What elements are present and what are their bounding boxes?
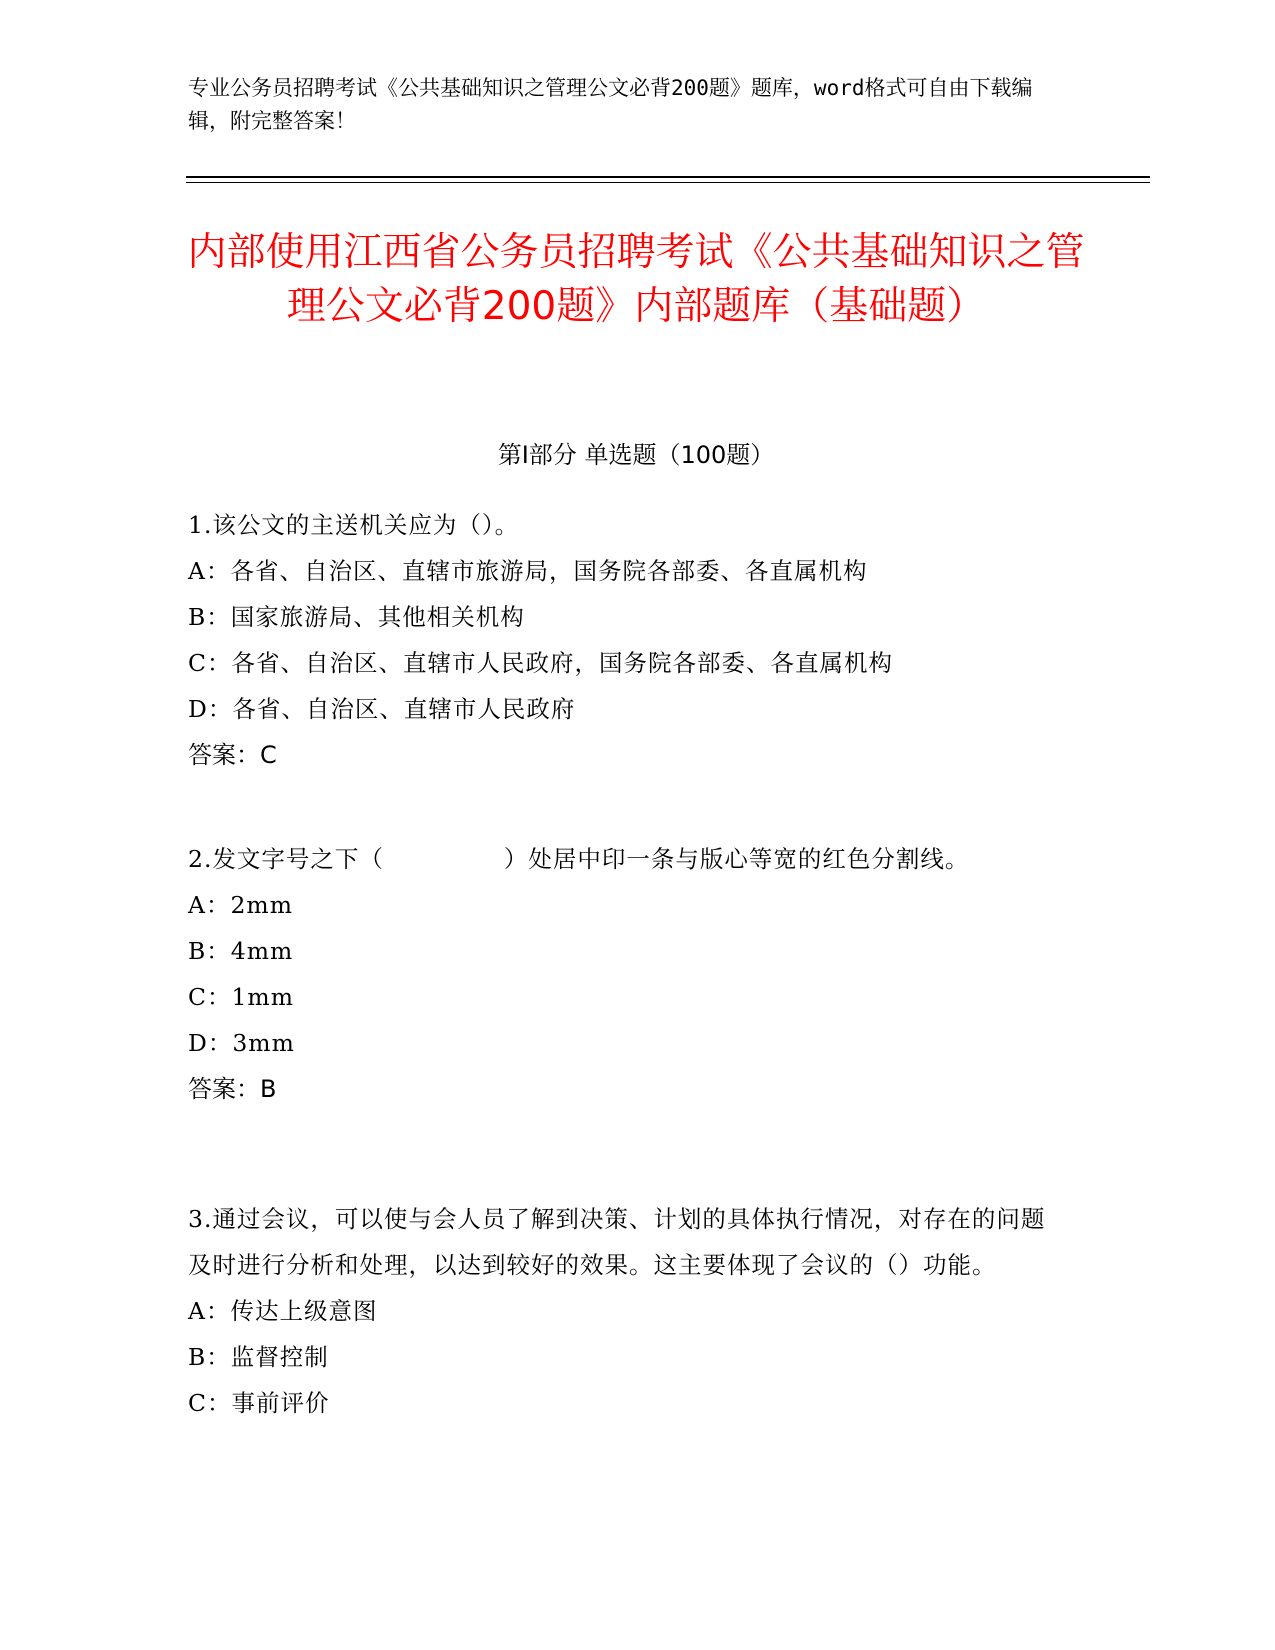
header-rule-thin bbox=[186, 182, 1150, 183]
header-note: 专业公务员招聘考试《公共基础知识之管理公文必背200题》题库，word格式可自由下载编辑，附完整答案！ bbox=[188, 76, 1033, 133]
answer: 答案：C bbox=[188, 741, 277, 769]
option-a: A：2mm bbox=[188, 891, 293, 919]
option-d: D：各省、自治区、直辖市人民政府 bbox=[188, 695, 576, 723]
answer: 答案：B bbox=[188, 1075, 277, 1103]
option-c: C：事前评价 bbox=[188, 1389, 330, 1417]
section-heading: 第I部分 单选题（100题） bbox=[497, 441, 775, 469]
option-b: B：国家旅游局、其他相关机构 bbox=[188, 603, 525, 631]
question-stem: 1.该公文的主送机关应为（）。 bbox=[188, 511, 520, 539]
question-3 bbox=[188, 1196, 1068, 1426]
question-1 bbox=[188, 502, 1068, 778]
question-stem-after: ）处居中印一条与版心等宽的红色分割线。 bbox=[503, 845, 970, 873]
option-d: D：3mm bbox=[188, 1029, 295, 1057]
option-a: A：传达上级意图 bbox=[188, 1297, 378, 1325]
question-stem-before: 2.发文字号之下（ bbox=[188, 845, 384, 873]
option-c: C：1mm bbox=[188, 983, 294, 1011]
question-stem bbox=[188, 836, 1068, 882]
document-title: 内部使用江西省公务员招聘考试《公共基础知识之管理公文必背200题》内部题库（基础题） bbox=[187, 230, 1085, 329]
option-c: C：各省、自治区、直辖市人民政府，国务院各部委、各直属机构 bbox=[188, 649, 893, 677]
question-stem: 3.通过会议，可以使与会人员了解到决策、计划的具体执行情况，对存在的问题及时进行分析和处理，以达到较好的效果。这主要体现了会议的（）功能。 bbox=[188, 1205, 1046, 1279]
question-2 bbox=[188, 836, 1068, 1112]
header-rule-thick bbox=[186, 176, 1150, 178]
option-b: B：监督控制 bbox=[188, 1343, 329, 1371]
option-a: A：各省、自治区、直辖市旅游局，国务院各部委、各直属机构 bbox=[188, 557, 868, 585]
option-b: B：4mm bbox=[188, 937, 294, 965]
